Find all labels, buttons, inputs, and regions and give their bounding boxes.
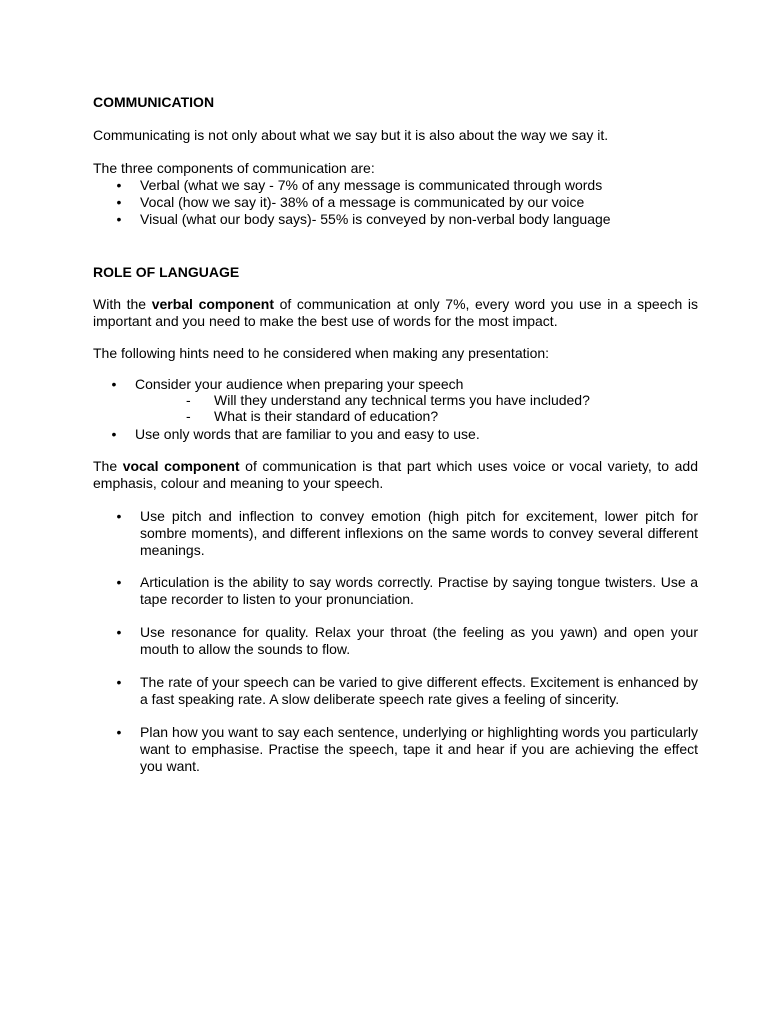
sub-list-item: Will they understand any technical terms you have included? bbox=[214, 392, 590, 408]
bullet-icon: • bbox=[116, 508, 122, 524]
paragraph-text: of communication is that part which uses voice or vocal variety, to add emphasis, colour and meaning to your speech. bbox=[93, 458, 698, 491]
bullet-icon: • bbox=[111, 376, 117, 392]
paragraph-text: The bbox=[93, 458, 123, 474]
paragraph-text: of communication at only 7%, every word you use in a speech is important and you need to make the best use of words for the most impact. bbox=[93, 296, 698, 329]
verbal-component-term: verbal component bbox=[151, 296, 275, 312]
bullet-icon: • bbox=[116, 624, 122, 640]
list-item: Use only words that are familiar to you and easy to use. bbox=[135, 426, 480, 442]
section-heading-role-of-language: ROLE OF LANGUAGE bbox=[93, 264, 240, 280]
bullet-icon: • bbox=[116, 724, 122, 740]
dash-icon: - bbox=[186, 408, 191, 424]
bullet-icon: • bbox=[111, 426, 117, 442]
verbal-component-paragraph bbox=[93, 296, 698, 330]
list-item: The rate of your speech can be varied to give different effects. Excitement is enhanced by a fast speaking rate. A slow deliberate speech rate gives a feeling of sincerity. bbox=[140, 674, 698, 707]
list-item: Vocal (how we say it)- 38% of a message is communicated by our voice bbox=[140, 194, 585, 210]
list-item: Consider your audience when preparing your speech bbox=[135, 376, 464, 392]
list-item: Use pitch and inflection to convey emotion (high pitch for excitement, lower pitch for sombre moments), and different inflexions on the same words to convey several different meanings. bbox=[140, 508, 698, 558]
hints-intro: The following hints need to he considered when making any presentation: bbox=[93, 345, 550, 361]
section-heading-communication: COMMUNICATION bbox=[93, 94, 215, 110]
intro-paragraph: Communicating is not only about what we say but it is also about the way we say it. bbox=[93, 127, 609, 143]
list-item: Articulation is the ability to say words correctly. Practise by saying tongue twisters. Use a tape recorder to listen to your pronunciation. bbox=[140, 574, 698, 607]
vocal-component-paragraph bbox=[93, 458, 698, 492]
bullet-icon: • bbox=[116, 194, 122, 210]
components-intro: The three components of communication are: bbox=[93, 160, 375, 176]
dash-icon: - bbox=[186, 392, 191, 408]
bullet-icon: • bbox=[116, 674, 122, 690]
list-item: Visual (what our body says)- 55% is conveyed by non-verbal body language bbox=[140, 211, 611, 227]
vocal-component-term: vocal component bbox=[122, 458, 240, 474]
list-item: Plan how you want to say each sentence, underlying or highlighting words you particularly want to emphasise. Practise the speech, tape it and hear if you are achieving the effect you want. bbox=[140, 724, 698, 774]
list-item: Use resonance for quality. Relax your throat (the feeling as you yawn) and open your mouth to allow the sounds to flow. bbox=[140, 624, 698, 657]
bullet-icon: • bbox=[116, 574, 122, 590]
paragraph-text: With the bbox=[93, 296, 152, 312]
sub-list-item: What is their standard of education? bbox=[214, 408, 439, 424]
bullet-icon: • bbox=[116, 211, 122, 227]
bullet-icon: • bbox=[116, 177, 122, 193]
list-item: Verbal (what we say - 7% of any message is communicated through words bbox=[140, 177, 603, 193]
